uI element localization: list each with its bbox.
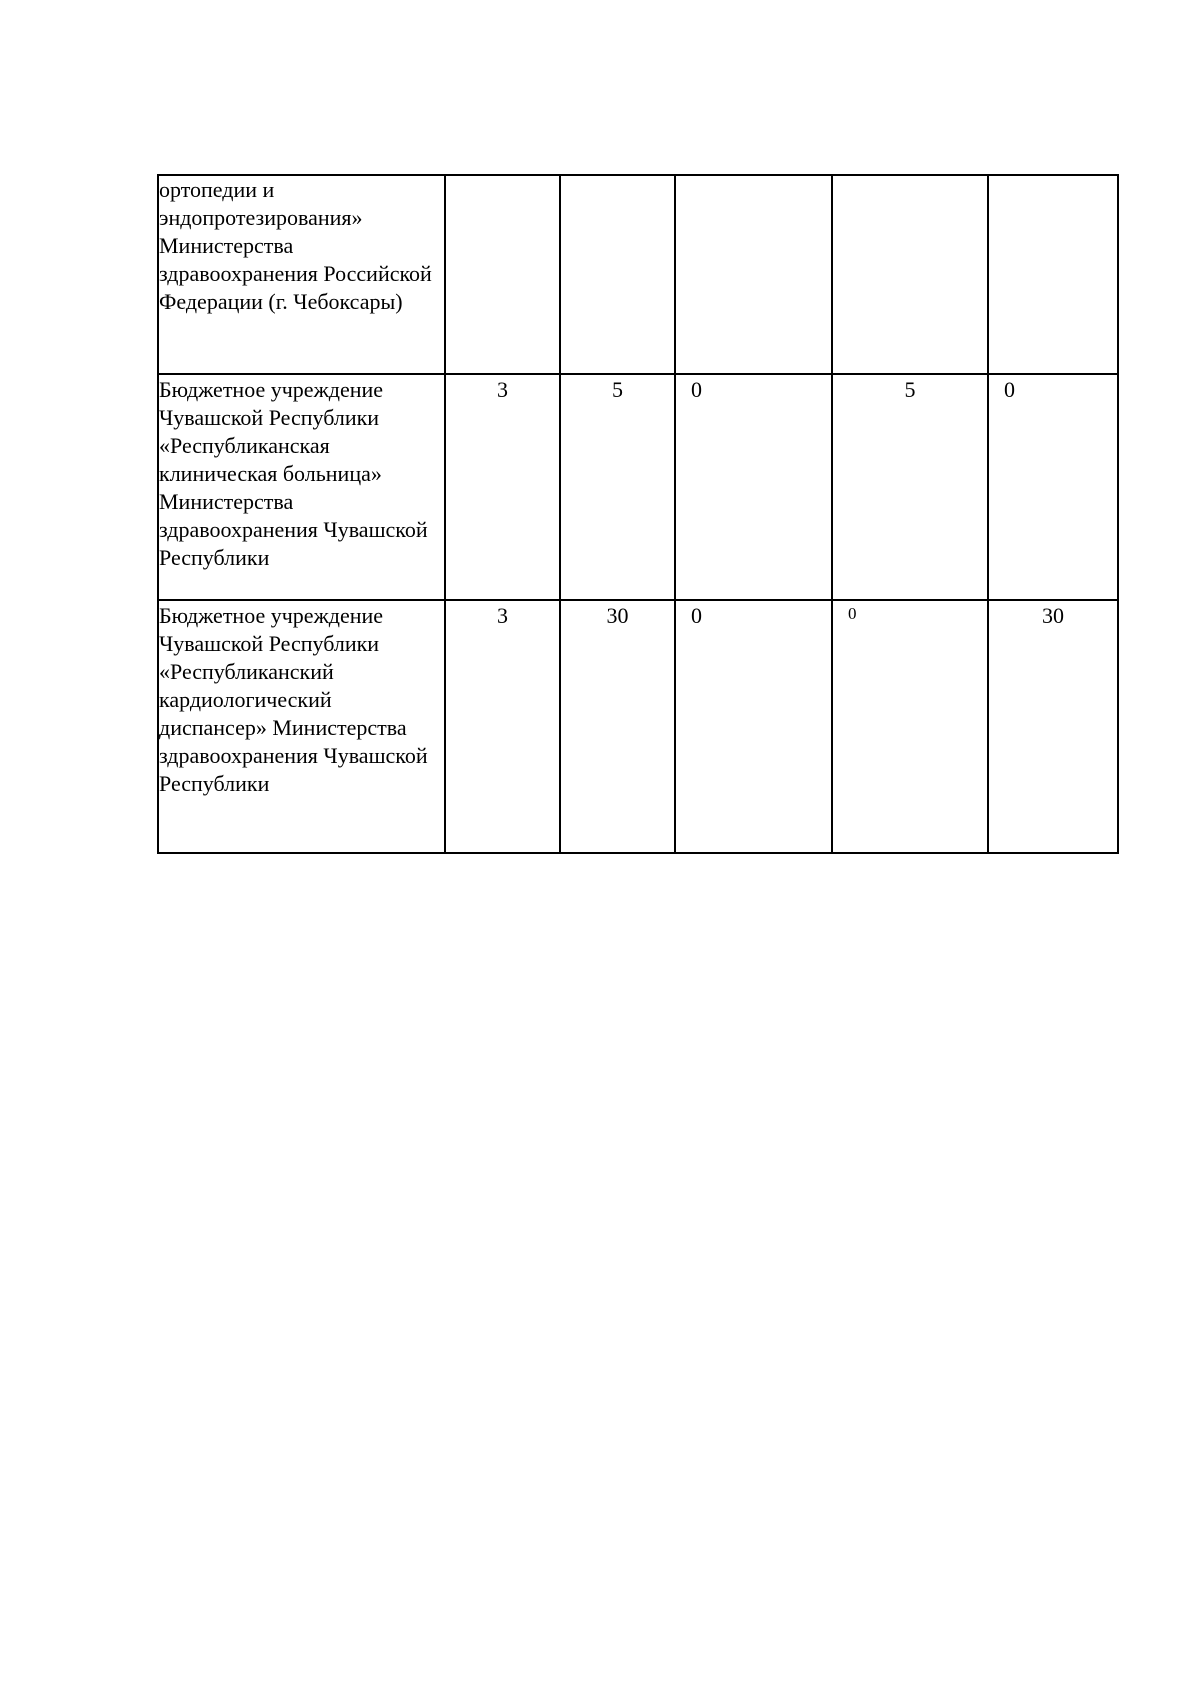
cell-value: 0 — [691, 603, 702, 628]
table-cell — [675, 600, 832, 853]
cell-value: 30 — [606, 603, 629, 628]
facility-name: ортопедии и эндопротезирования» Министерства здравоохранения Российской Федерации (г. Чебоксары) — [159, 177, 432, 314]
table-row — [158, 600, 1118, 853]
table-cell-name — [158, 600, 445, 853]
cell-value: 5 — [904, 377, 916, 402]
table-row — [158, 175, 1118, 374]
table-cell — [832, 374, 988, 600]
cell-value: 30 — [1042, 603, 1064, 628]
facility-name: Бюджетное учреждение Чувашской Республики «Республиканская клиническая больница» Министерства здравоохранения Чувашской Республики — [159, 377, 428, 570]
table-cell — [675, 175, 832, 374]
table-cell-name — [158, 374, 445, 600]
table-cell — [988, 374, 1118, 600]
table-cell — [445, 374, 560, 600]
cell-value: 0 — [1004, 377, 1015, 402]
facility-name: Бюджетное учреждение Чувашской Республики «Республиканский кардиологический диспансер» Министерства здравоохранения Чувашской Республики — [159, 603, 428, 796]
facilities-table — [157, 174, 1119, 854]
table-cell — [988, 175, 1118, 374]
cell-value: 3 — [497, 377, 508, 402]
table-cell — [560, 374, 675, 600]
cell-value: 3 — [497, 603, 508, 628]
table-cell — [988, 600, 1118, 853]
cell-value: 0 — [848, 604, 857, 623]
table-cell — [560, 600, 675, 853]
table-cell — [832, 600, 988, 853]
cell-value: 5 — [612, 377, 623, 402]
cell-value: 0 — [691, 377, 702, 402]
table-cell — [560, 175, 675, 374]
table-cell — [832, 175, 988, 374]
table-cell — [445, 600, 560, 853]
table-cell-name — [158, 175, 445, 374]
table-row — [158, 374, 1118, 600]
table-cell — [445, 175, 560, 374]
table-cell — [675, 374, 832, 600]
